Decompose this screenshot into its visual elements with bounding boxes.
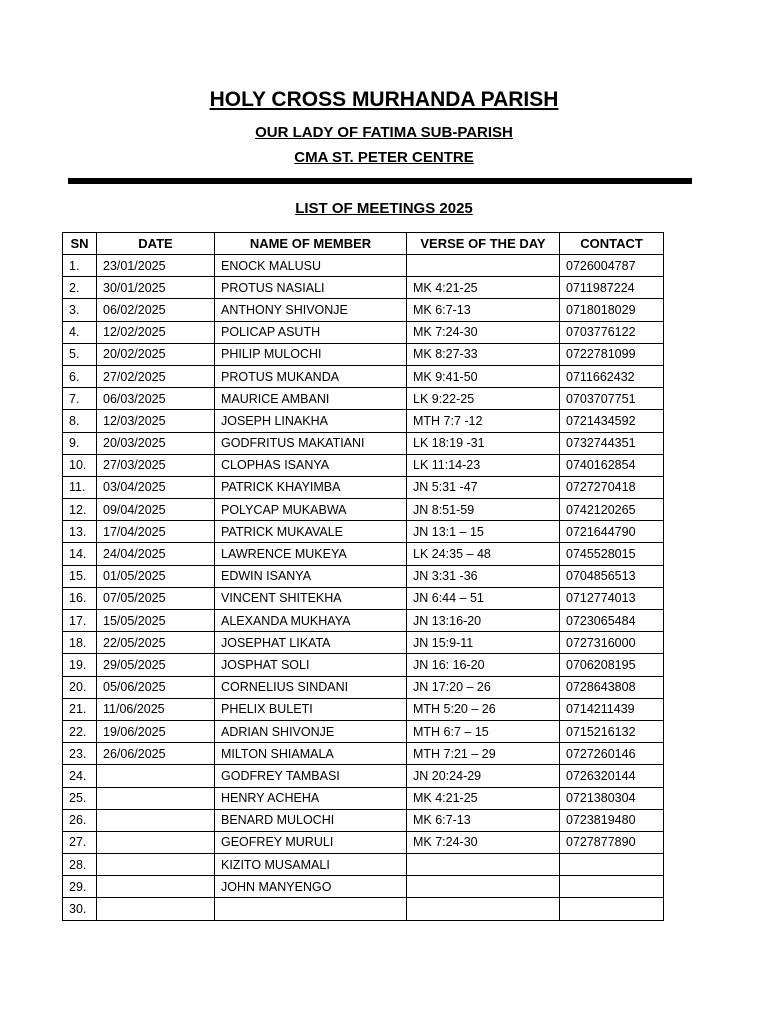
cell-date: 06/02/2025 — [97, 299, 215, 321]
cell-sn: 10. — [63, 454, 97, 476]
table-row — [63, 255, 664, 277]
cell-contact: 0721434592 — [560, 410, 664, 432]
cell-verse: JN 8:51-59 — [407, 499, 560, 521]
cell-sn: 23. — [63, 743, 97, 765]
table-row — [63, 321, 664, 343]
cell-member-name: PATRICK KHAYIMBA — [215, 476, 407, 498]
table-row — [63, 854, 664, 876]
cell-member-name: GODFREY TAMBASI — [215, 765, 407, 787]
cell-sn: 24. — [63, 765, 97, 787]
cell-sn: 2. — [63, 277, 97, 299]
table-row — [63, 876, 664, 898]
cell-contact: 0703776122 — [560, 321, 664, 343]
cell-contact: 0727260146 — [560, 743, 664, 765]
parish-title: HOLY CROSS MURHANDA PARISH — [209, 88, 559, 111]
cell-member-name: ALEXANDA MUKHAYA — [215, 610, 407, 632]
cell-member-name: PHILIP MULOCHI — [215, 343, 407, 365]
cell-date — [97, 787, 215, 809]
cell-contact — [560, 854, 664, 876]
cell-member-name: PROTUS NASIALI — [215, 277, 407, 299]
cell-sn: 8. — [63, 410, 97, 432]
table-row — [63, 831, 664, 853]
table-row — [63, 543, 664, 565]
table-body — [63, 255, 664, 921]
table-row — [63, 432, 664, 454]
cell-verse: MK 6:7-13 — [407, 299, 560, 321]
table-row — [63, 343, 664, 365]
cell-contact — [560, 898, 664, 920]
cell-verse: JN 20:24-29 — [407, 765, 560, 787]
cell-date: 22/05/2025 — [97, 632, 215, 654]
cell-sn: 9. — [63, 432, 97, 454]
cell-verse: JN 6:44 – 51 — [407, 587, 560, 609]
cell-verse: MK 6:7-13 — [407, 809, 560, 831]
cell-date: 12/03/2025 — [97, 410, 215, 432]
cell-sn: 12. — [63, 499, 97, 521]
table-row — [63, 521, 664, 543]
table-row — [63, 388, 664, 410]
cell-member-name: GEOFREY MURULI — [215, 831, 407, 853]
cell-sn: 13. — [63, 521, 97, 543]
cell-member-name: PHELIX BULETI — [215, 698, 407, 720]
cell-contact: 0727270418 — [560, 476, 664, 498]
centre-title: CMA ST. PETER CENTRE — [294, 149, 474, 166]
table-row — [63, 610, 664, 632]
cell-contact: 0740162854 — [560, 454, 664, 476]
cell-contact: 0703707751 — [560, 388, 664, 410]
cell-verse: MK 8:27-33 — [407, 343, 560, 365]
table-row — [63, 632, 664, 654]
cell-date — [97, 854, 215, 876]
cell-verse: JN 13:1 – 15 — [407, 521, 560, 543]
cell-member-name: ENOCK MALUSU — [215, 255, 407, 277]
cell-member-name: JOSEPH LINAKHA — [215, 410, 407, 432]
cell-date: 07/05/2025 — [97, 587, 215, 609]
cell-contact: 0706208195 — [560, 654, 664, 676]
cell-verse — [407, 255, 560, 277]
cell-contact: 0715216132 — [560, 720, 664, 742]
cell-date: 26/06/2025 — [97, 743, 215, 765]
cell-member-name: CORNELIUS SINDANI — [215, 676, 407, 698]
table-row — [63, 898, 664, 920]
table-row — [63, 809, 664, 831]
table-header-row — [63, 233, 664, 255]
table-row — [63, 587, 664, 609]
table-row — [63, 499, 664, 521]
cell-date: 03/04/2025 — [97, 476, 215, 498]
cell-contact: 0721380304 — [560, 787, 664, 809]
cell-member-name: CLOPHAS ISANYA — [215, 454, 407, 476]
table-row — [63, 454, 664, 476]
cell-verse — [407, 854, 560, 876]
cell-member-name: GODFRITUS MAKATIANI — [215, 432, 407, 454]
cell-date: 11/06/2025 — [97, 698, 215, 720]
cell-contact: 0742120265 — [560, 499, 664, 521]
cell-date — [97, 765, 215, 787]
cell-member-name: ANTHONY SHIVONJE — [215, 299, 407, 321]
cell-member-name: EDWIN ISANYA — [215, 565, 407, 587]
cell-contact: 0728643808 — [560, 676, 664, 698]
cell-contact: 0727877890 — [560, 831, 664, 853]
cell-contact: 0745528015 — [560, 543, 664, 565]
column-header-date: DATE — [97, 233, 215, 255]
cell-contact: 0718018029 — [560, 299, 664, 321]
cell-member-name: ADRIAN SHIVONJE — [215, 720, 407, 742]
cell-date — [97, 831, 215, 853]
table-row — [63, 365, 664, 387]
cell-sn: 30. — [63, 898, 97, 920]
cell-sn: 21. — [63, 698, 97, 720]
table-row — [63, 565, 664, 587]
cell-sn: 14. — [63, 543, 97, 565]
cell-verse: MTH 7:21 – 29 — [407, 743, 560, 765]
cell-date — [97, 876, 215, 898]
cell-member-name: LAWRENCE MUKEYA — [215, 543, 407, 565]
table-row — [63, 787, 664, 809]
table-row — [63, 277, 664, 299]
table-row — [63, 410, 664, 432]
cell-verse — [407, 876, 560, 898]
cell-sn: 3. — [63, 299, 97, 321]
cell-sn: 18. — [63, 632, 97, 654]
cell-contact: 0727316000 — [560, 632, 664, 654]
cell-date: 29/05/2025 — [97, 654, 215, 676]
cell-sn: 4. — [63, 321, 97, 343]
cell-verse: JN 3:31 -36 — [407, 565, 560, 587]
column-header-sn: SN — [63, 233, 97, 255]
cell-verse — [407, 898, 560, 920]
cell-member-name: MAURICE AMBANI — [215, 388, 407, 410]
cell-sn: 19. — [63, 654, 97, 676]
cell-date — [97, 898, 215, 920]
cell-member-name: POLYCAP MUKABWA — [215, 499, 407, 521]
cell-date — [97, 809, 215, 831]
cell-member-name: KIZITO MUSAMALI — [215, 854, 407, 876]
cell-member-name: VINCENT SHITEKHA — [215, 587, 407, 609]
cell-date: 12/02/2025 — [97, 321, 215, 343]
cell-contact: 0726320144 — [560, 765, 664, 787]
cell-contact: 0726004787 — [560, 255, 664, 277]
cell-verse: LK 24:35 – 48 — [407, 543, 560, 565]
cell-sn: 6. — [63, 365, 97, 387]
cell-member-name: JOSPHAT SOLI — [215, 654, 407, 676]
cell-verse: MK 4:21-25 — [407, 277, 560, 299]
cell-date: 27/02/2025 — [97, 365, 215, 387]
cell-verse: LK 9:22-25 — [407, 388, 560, 410]
cell-date: 24/04/2025 — [97, 543, 215, 565]
column-header-contact: CONTACT — [560, 233, 664, 255]
cell-sn: 28. — [63, 854, 97, 876]
cell-sn: 17. — [63, 610, 97, 632]
cell-verse: JN 15:9-11 — [407, 632, 560, 654]
cell-date: 17/04/2025 — [97, 521, 215, 543]
table-row — [63, 476, 664, 498]
cell-date: 01/05/2025 — [97, 565, 215, 587]
cell-sn: 7. — [63, 388, 97, 410]
sub-parish-title: OUR LADY OF FATIMA SUB-PARISH — [255, 124, 513, 141]
cell-member-name: BENARD MULOCHI — [215, 809, 407, 831]
cell-contact: 0704856513 — [560, 565, 664, 587]
cell-sn: 26. — [63, 809, 97, 831]
cell-date: 05/06/2025 — [97, 676, 215, 698]
table-row — [63, 698, 664, 720]
cell-contact: 0711987224 — [560, 277, 664, 299]
cell-sn: 15. — [63, 565, 97, 587]
cell-date: 06/03/2025 — [97, 388, 215, 410]
cell-contact: 0721644790 — [560, 521, 664, 543]
cell-verse: MK 9:41-50 — [407, 365, 560, 387]
meetings-table — [62, 232, 664, 921]
cell-date: 09/04/2025 — [97, 499, 215, 521]
table-row — [63, 720, 664, 742]
table-row — [63, 765, 664, 787]
cell-verse: LK 18:19 -31 — [407, 432, 560, 454]
cell-date: 27/03/2025 — [97, 454, 215, 476]
cell-sn: 11. — [63, 476, 97, 498]
cell-date: 23/01/2025 — [97, 255, 215, 277]
cell-contact — [560, 876, 664, 898]
list-title: LIST OF MEETINGS 2025 — [295, 200, 473, 217]
cell-contact: 0714211439 — [560, 698, 664, 720]
cell-sn: 27. — [63, 831, 97, 853]
cell-sn: 5. — [63, 343, 97, 365]
cell-contact: 0723065484 — [560, 610, 664, 632]
cell-date: 30/01/2025 — [97, 277, 215, 299]
table-row — [63, 654, 664, 676]
cell-sn: 16. — [63, 587, 97, 609]
cell-date: 20/02/2025 — [97, 343, 215, 365]
cell-member-name: POLICAP ASUTH — [215, 321, 407, 343]
cell-member-name: MILTON SHIAMALA — [215, 743, 407, 765]
divider-rule — [68, 178, 692, 184]
cell-member-name: JOSEPHAT LIKATA — [215, 632, 407, 654]
cell-verse: JN 16: 16-20 — [407, 654, 560, 676]
cell-verse: MTH 5:20 – 26 — [407, 698, 560, 720]
cell-member-name: JOHN MANYENGO — [215, 876, 407, 898]
table-row — [63, 743, 664, 765]
cell-verse: LK 11:14-23 — [407, 454, 560, 476]
table-row — [63, 299, 664, 321]
cell-sn: 29. — [63, 876, 97, 898]
cell-member-name: HENRY ACHEHA — [215, 787, 407, 809]
cell-verse: JN 13:16-20 — [407, 610, 560, 632]
cell-contact: 0711662432 — [560, 365, 664, 387]
cell-verse: MK 7:24-30 — [407, 321, 560, 343]
table-row — [63, 676, 664, 698]
cell-verse: MTH 7:7 -12 — [407, 410, 560, 432]
cell-date: 15/05/2025 — [97, 610, 215, 632]
cell-contact: 0712774013 — [560, 587, 664, 609]
cell-contact: 0723819480 — [560, 809, 664, 831]
cell-sn: 25. — [63, 787, 97, 809]
cell-verse: MK 7:24-30 — [407, 831, 560, 853]
cell-verse: JN 17:20 – 26 — [407, 676, 560, 698]
cell-verse: MTH 6:7 – 15 — [407, 720, 560, 742]
cell-date: 19/06/2025 — [97, 720, 215, 742]
cell-sn: 20. — [63, 676, 97, 698]
cell-date: 20/03/2025 — [97, 432, 215, 454]
cell-sn: 22. — [63, 720, 97, 742]
cell-verse: JN 5:31 -47 — [407, 476, 560, 498]
cell-member-name: PATRICK MUKAVALE — [215, 521, 407, 543]
column-header-verse: VERSE OF THE DAY — [407, 233, 560, 255]
cell-contact: 0732744351 — [560, 432, 664, 454]
cell-sn: 1. — [63, 255, 97, 277]
cell-contact: 0722781099 — [560, 343, 664, 365]
cell-member-name: PROTUS MUKANDA — [215, 365, 407, 387]
cell-verse: MK 4:21-25 — [407, 787, 560, 809]
cell-member-name — [215, 898, 407, 920]
column-header-name: NAME OF MEMBER — [215, 233, 407, 255]
